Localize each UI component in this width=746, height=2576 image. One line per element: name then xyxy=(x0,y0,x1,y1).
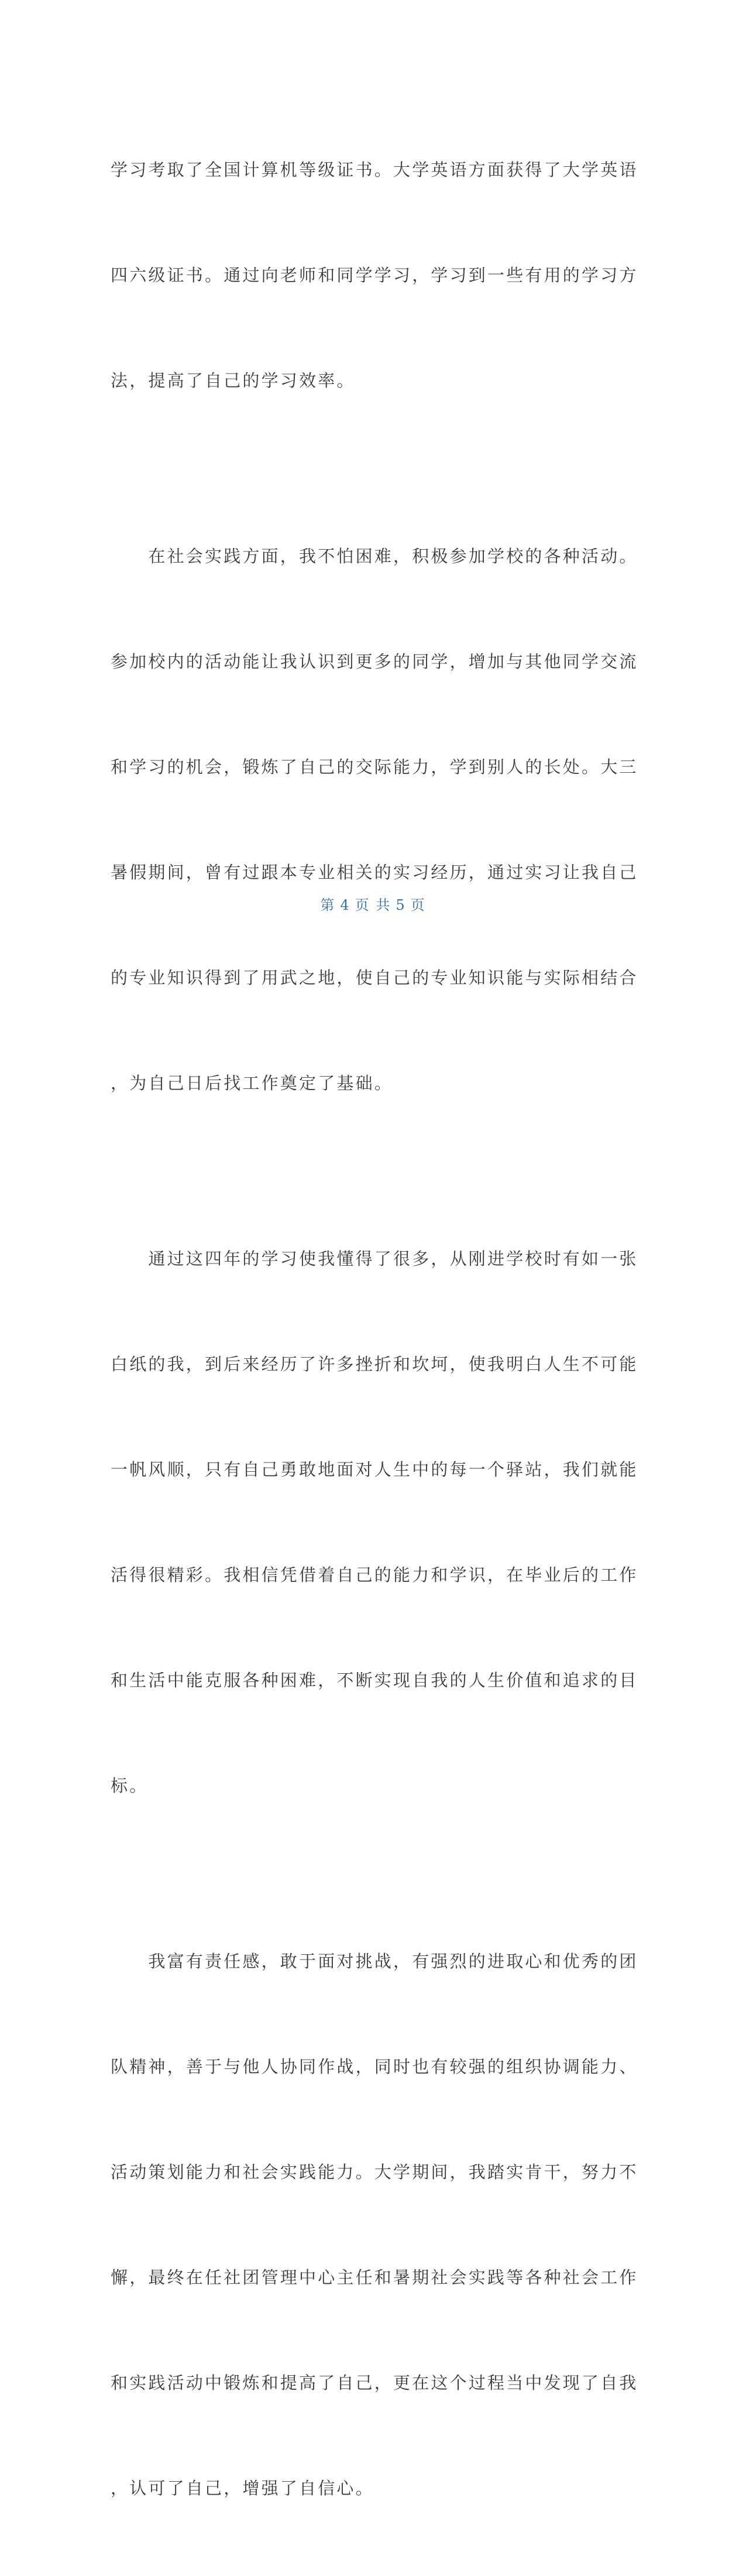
text-line: 和生活中能克服各种困难，不断实现自我的人生价值和追求的目 xyxy=(111,1670,638,1690)
text-line: 白纸的我，到后来经历了许多挫折和坎坷，使我明白人生不可能 xyxy=(111,1354,638,1374)
text-line: 和实践活动中锻炼和提高了自己，更在这个过程当中发现了自我 xyxy=(111,2373,638,2393)
text-line: 一帆风顺，只有自己勇敢地面对人生中的每一个驿站，我们就能 xyxy=(111,1460,638,1479)
paragraph-3 xyxy=(111,1171,638,1873)
text-line: 活动策划能力和社会实践能力。大学期间，我踏实肯干，努力不 xyxy=(111,2162,638,2182)
current-page-number: 4 xyxy=(340,897,350,913)
footer-prefix: 第 xyxy=(320,897,336,913)
text-line: 法，提高了自己的学习效率。 xyxy=(111,371,356,390)
text-line: 队精神，善于与他人协同作战，同时也有较强的组织协调能力、 xyxy=(111,2057,638,2077)
text-line: 的专业知识得到了用武之地，使自己的专业知识能与实际相结合 xyxy=(111,968,638,988)
text-line: 懈，最终在任社团管理中心主任和暑期社会实践等各种社会工作 xyxy=(111,2267,638,2287)
page-number-footer xyxy=(0,893,746,914)
text-line: 和学习的机会，锻炼了自己的交际能力，学到别人的长处。大三 xyxy=(111,757,638,777)
text-line: 学习考取了全国计算机等级证书。大学英语方面获得了大学英语 xyxy=(111,160,638,180)
text-line: 在社会实践方面，我不怕困难，积极参加学校的各种活动。 xyxy=(111,546,638,566)
text-line: ，认可了自己，增强了自信心。 xyxy=(111,2478,374,2498)
text-line: 通过这四年的学习使我懂得了很多，从刚进学校时有如一张 xyxy=(111,1249,638,1269)
footer-middle: 页 共 xyxy=(355,897,391,913)
text-line: 标。 xyxy=(111,1776,149,1796)
text-line: 暑假期间，曾有过跟本专业相关的实习经历，通过实习让我自己 xyxy=(111,862,638,882)
total-page-count: 5 xyxy=(396,897,406,913)
text-line: 四六级证书。通过向老师和同学学习，学习到一些有用的学习方 xyxy=(111,265,638,285)
paragraph-2 xyxy=(111,468,638,1171)
paragraph-4 xyxy=(111,1873,638,2576)
text-line: 参加校内的活动能让我认识到更多的同学，增加与其他同学交流 xyxy=(111,652,638,672)
text-line: ，为自己日后找工作奠定了基础。 xyxy=(111,1073,394,1093)
text-line: 我富有责任感，敢于面对挑战，有强烈的进取心和优秀的团 xyxy=(111,1951,638,1971)
footer-suffix: 页 xyxy=(410,897,426,913)
paragraph-1 xyxy=(111,82,638,468)
document-body xyxy=(111,82,638,2576)
text-line: 活得很精彩。我相信凭借着自己的能力和学识，在毕业后的工作 xyxy=(111,1565,638,1585)
